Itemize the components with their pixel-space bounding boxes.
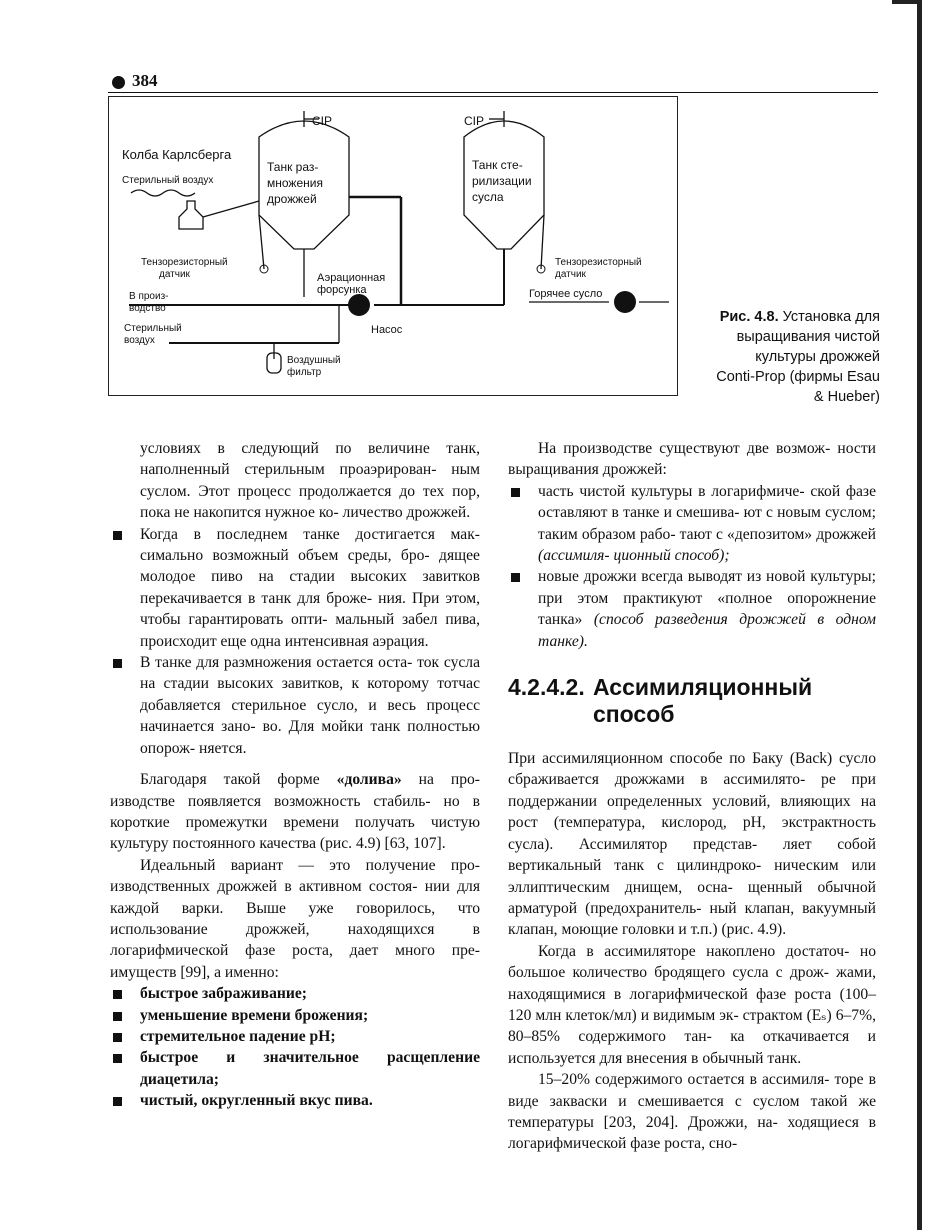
label-strain-sensor-left-1: Тензорезисторный <box>141 257 228 268</box>
page-header <box>108 71 878 93</box>
figure-4-8 <box>108 96 678 396</box>
bullet-square <box>113 531 122 540</box>
label-sterile-air-top: Стерильный воздух <box>122 175 214 186</box>
caption-line2: выращивания чистой <box>736 329 880 345</box>
page-edge-right <box>917 0 922 1230</box>
label-tank-propagation-2: множения <box>267 176 323 190</box>
caption-line1: Установка для <box>782 309 880 325</box>
caption-number: Рис. 4.8. <box>719 309 779 325</box>
right-column <box>508 438 876 1155</box>
sterile-air-wave <box>131 190 195 196</box>
label-sterile-air-bottom-2: воздух <box>124 335 155 346</box>
section-heading <box>508 674 876 728</box>
label-strain-sensor-right-2: датчик <box>555 269 586 280</box>
label-pump: Насос <box>371 324 403 336</box>
left-column <box>110 438 480 1112</box>
paragraph-starter: 15–20% содержимого остается в ассимиля- торе в виде закваски и смешивается с суслом такой же температуры [203, 204]. Дрожжи, на- ходящиеся в логарифмической фазе роста, сно- <box>508 1071 876 1153</box>
paragraph-assimilation-method: При ассимиляционном способе по Баку (Back) сусло сбраживается дрожжами в ассимилято- ре при поддержании определенных условий, влияющих на рост (температура, кислород, pH, экстрактность сусла). Ассимилятор представ- ляет собой вертикальный танк с цилиндроко- ническим или эллиптическим днищем, осна- щенный обычной арматурой (предохранитель- ный клапан, вакуумный клапан, моющие головки и т.п.) (рис. 4.9). <box>508 750 877 939</box>
figure-caption <box>690 307 880 407</box>
label-to-production-2: водство <box>129 303 166 314</box>
paragraph-accumulation: Когда в ассимиляторе накоплено достаточ- но большое количество бродящего сусла с дрож- жами, находящимися в логарифмической фазе роста (100–120 млн клеток/мл) и видимым эк- страктом (Eₛ) 6–7%, 80–85% содержимого тан- ка откачивается и используется для внесения в обычный танк. <box>508 942 876 1067</box>
label-tank-sterilization-3: сусла <box>472 190 504 204</box>
section-title-line2: способ <box>593 701 675 728</box>
bullet-square <box>113 659 122 668</box>
list-item: стремительное падение pH; <box>110 1026 480 1047</box>
label-air-filter-2: фильтр <box>287 367 322 378</box>
diagram-svg <box>109 97 679 397</box>
label-carlsberg-flask: Колба Карлсберга <box>122 147 232 162</box>
label-cip-left: CIP <box>312 114 333 128</box>
label-air-filter-1: Воздушный <box>287 355 341 366</box>
label-to-production-1: В произ- <box>129 291 169 302</box>
paragraph-ideal: Идеальный вариант — это получение про- изводственных дрожжей в активном состоя- нии для каждой варки. Выше уже говорилось, что использование дрожжей, находящихся в логарифмической фазе роста, дает много пре- имуществ [99], а именно: <box>110 856 481 981</box>
carlsberg-flask <box>179 201 203 229</box>
label-strain-sensor-left-2: датчик <box>159 269 190 280</box>
caption-line3: культуры дрожжей <box>755 349 880 365</box>
paragraph-continued: условиях в следующий по величине танк, наполненный стерильным проаэрирован- ным суслом. Этот процесс продолжается до тех пор, пока не накопится нужное ко- личество дрожжей. <box>140 440 480 522</box>
caption-line4: Conti-Prop (фирмы Esau <box>716 369 880 385</box>
page-number: 384 <box>132 71 158 90</box>
paragraph-doliv: Благодаря такой форме «долива» на про- изводстве появляется возможность стабиль- но в короткие промежутки времени получать чистую культуру постоянного качества (рис. 4.9) [63, 107]. <box>110 771 480 853</box>
paragraph-two-ways: На производстве существуют две возмож- ности выращивания дрожжей: <box>508 440 876 479</box>
label-tank-propagation-3: дрожжей <box>267 192 317 206</box>
list-item: уменьшение времени брожения; <box>110 1005 480 1026</box>
bullet-square <box>511 573 520 582</box>
list-item: чистый, округленный вкус пива. <box>110 1090 480 1111</box>
list-item: быстрое и значительное расщепление диацетила; <box>110 1047 480 1090</box>
label-sterile-air-bottom-1: Стерильный <box>124 323 182 334</box>
caption-line5: & Hueber) <box>813 389 880 405</box>
section-number: 4.2.4.2. <box>508 674 585 701</box>
section-title-line1: Ассимиляционный <box>593 674 813 701</box>
label-strain-sensor-right-1: Тензорезисторный <box>555 257 642 268</box>
bullet-last-tank: Когда в последнем танке достигается мак- симально возможный объем среды, бро- дящее молодое пиво на стадии высоких завитков перекачивается в танк для броже- ния. При этом, чтобы гарантировать опти- мальный забел пива, происходит еще одна интенсивная аэрация. <box>110 524 480 652</box>
label-aeration-nozzle-2: форсунка <box>317 284 367 296</box>
bullet-propagation-tank: В танке для размножения остается оста- ток сусла на стадии высоких завитков, к которому тотчас добавляется стерильное сусло, и весь процесс начинается зано- во. Для мойки танк полностью опорож- няется. <box>110 652 480 759</box>
label-hot-wort: Горячее сусло <box>529 288 603 300</box>
bullet-assimilation: часть чистой культуры в логарифмиче- ской фазе оставляют в танке и смешива- ют с новым суслом; таким образом рабо- тают с «депозитом» дрожжей (ассимиля- ционный способ); <box>508 481 876 567</box>
label-tank-propagation-1: Танк раз- <box>267 160 319 174</box>
page-marker-dot <box>112 76 125 89</box>
list-item: быстрое забраживание; <box>110 983 480 1004</box>
bullet-square <box>511 488 520 497</box>
pump-left-icon <box>348 294 370 316</box>
pump-right-icon <box>614 291 636 313</box>
label-tank-sterilization-1: Танк сте- <box>472 158 523 172</box>
label-tank-sterilization-2: рилизации <box>472 174 532 188</box>
header-rule <box>108 92 878 93</box>
bullet-single-tank: новые дрожжи всегда выводят из новой культуры; при этом практикуют «полное опорожнение танка» (способ разведения дрожжей в одном танке). <box>508 566 876 652</box>
label-aeration-nozzle-1: Аэрационная <box>317 272 386 284</box>
label-cip-right: CIP <box>464 114 485 128</box>
